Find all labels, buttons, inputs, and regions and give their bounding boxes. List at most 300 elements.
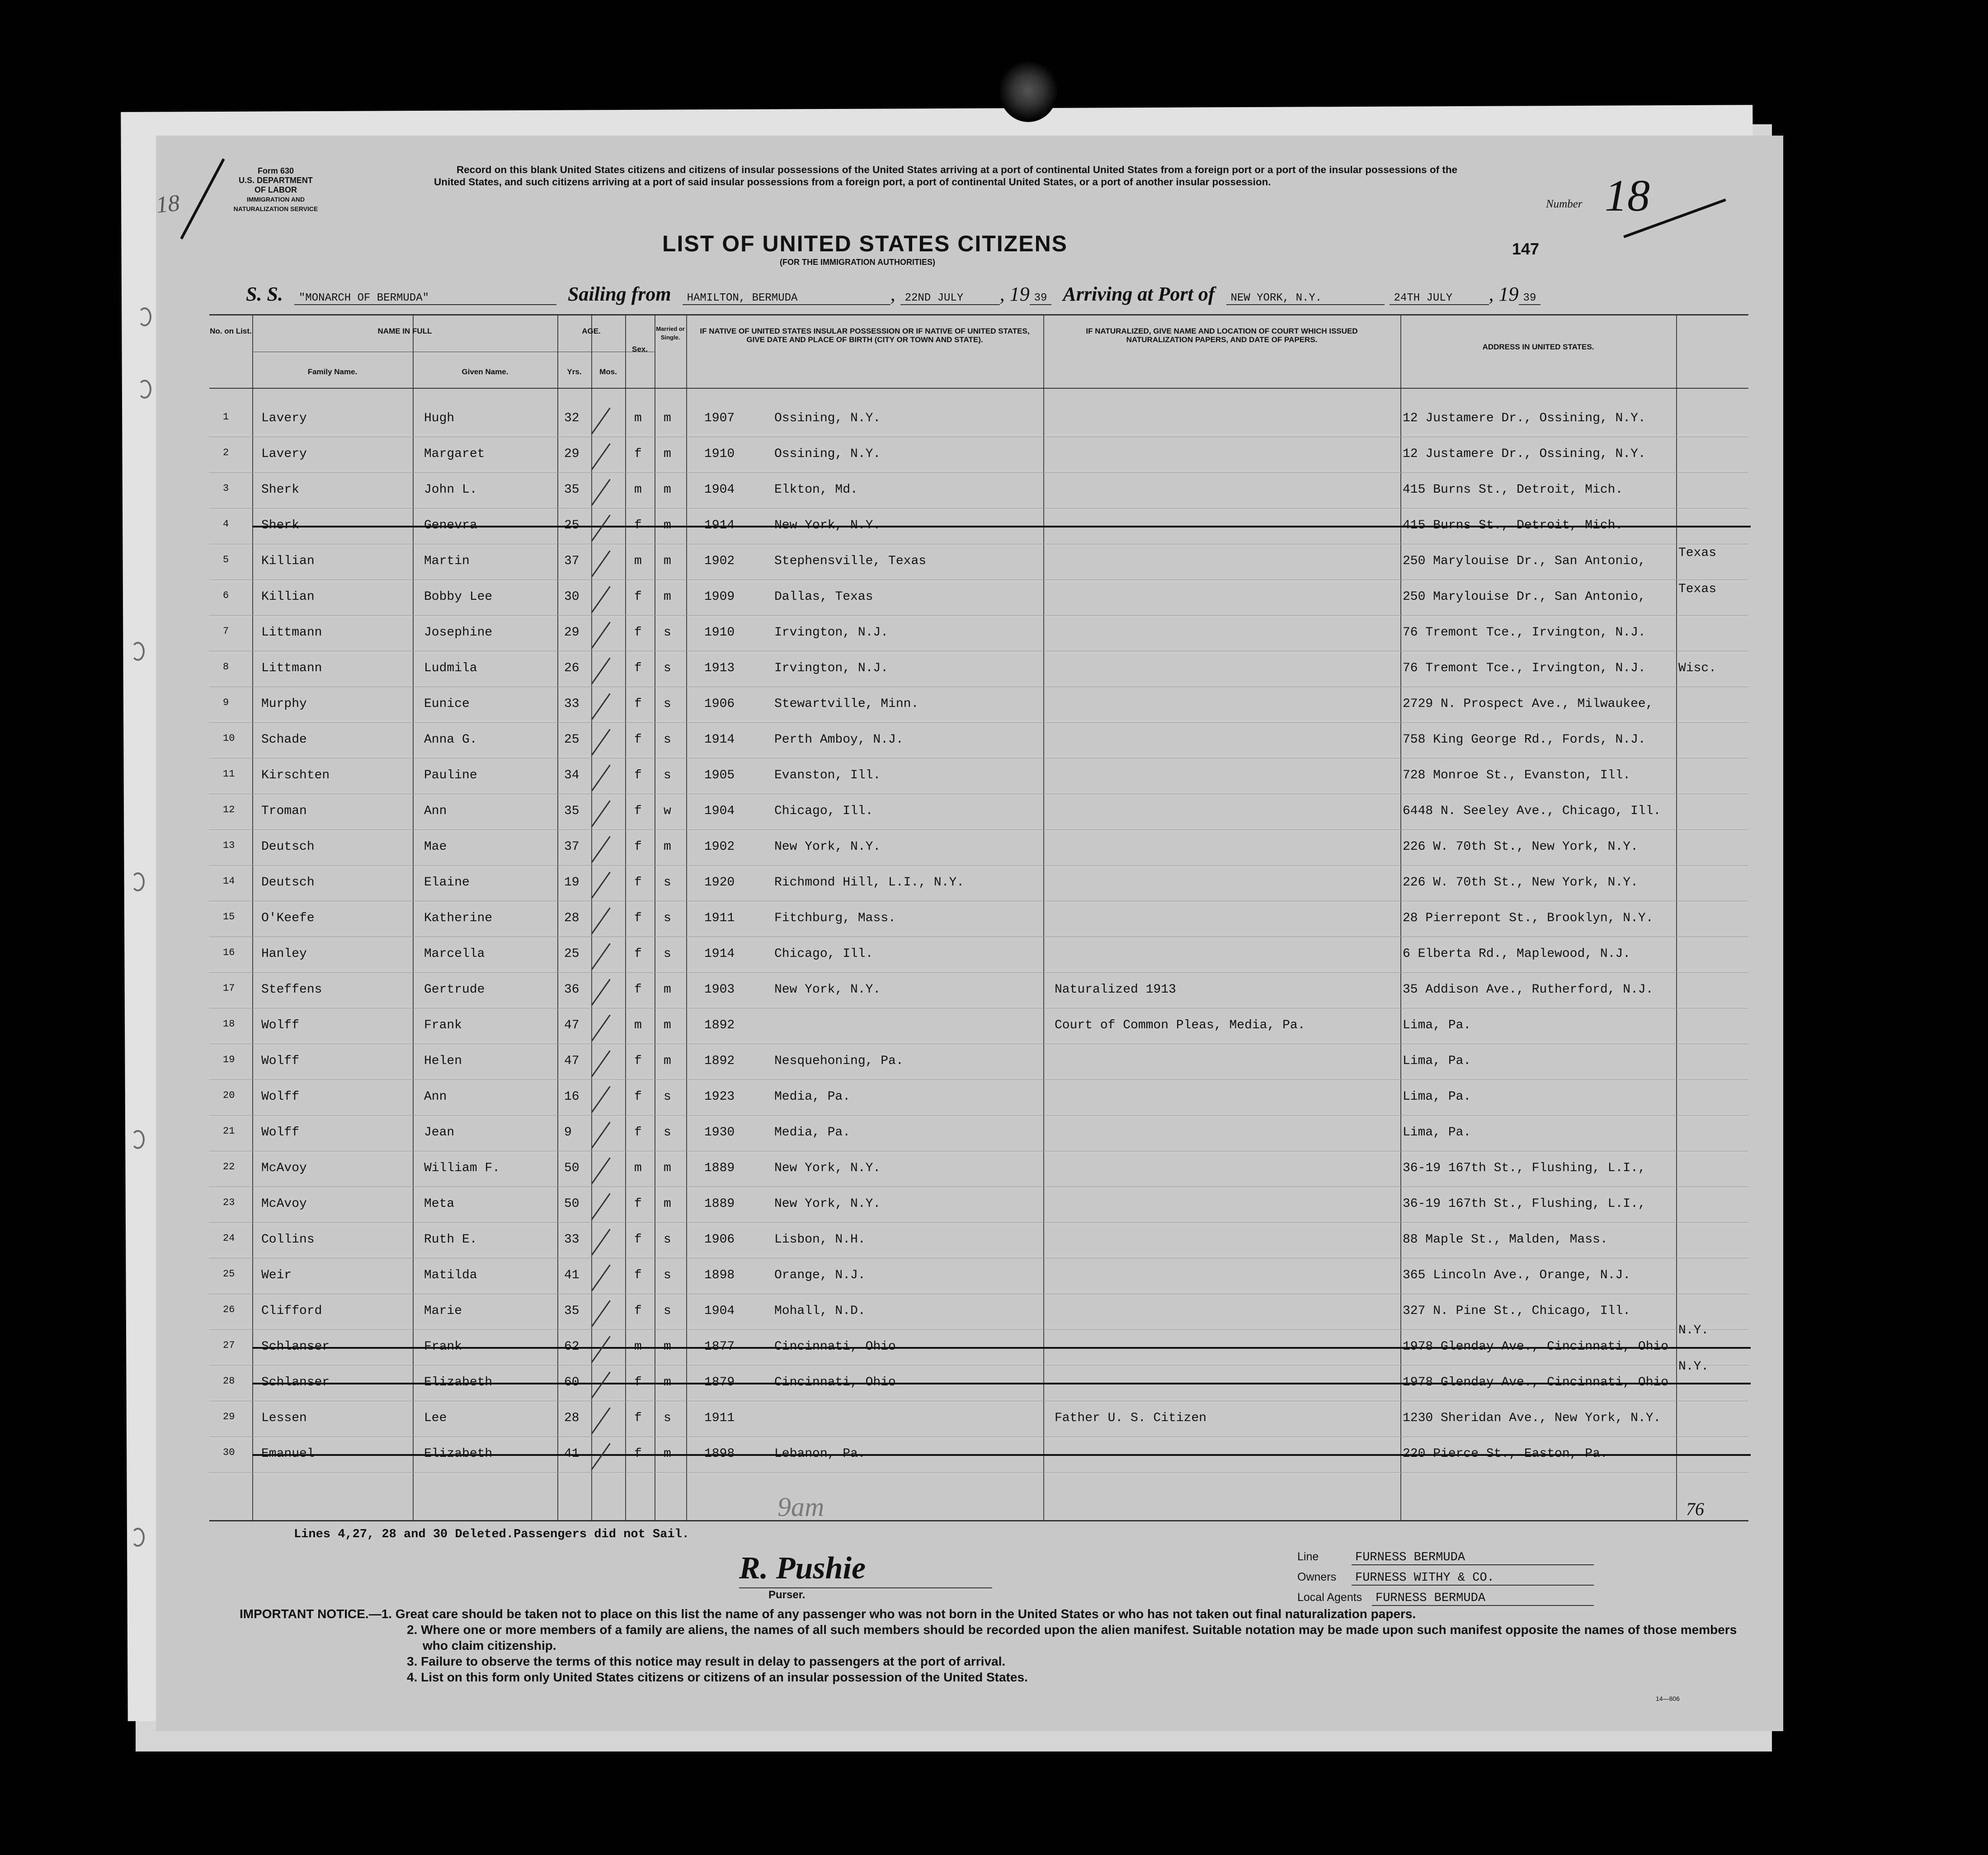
family-name: O'Keefe — [261, 911, 315, 925]
age-years: 9 — [564, 1125, 572, 1139]
marital-status: s — [664, 1411, 671, 1425]
address: 12 Justamere Dr., Ossining, N.Y. — [1403, 447, 1646, 461]
birth-place: Nesquehoning, Pa. — [774, 1054, 904, 1068]
check-tick — [591, 1121, 611, 1148]
header-no: No. on List. — [210, 327, 252, 335]
row-number: 17 — [223, 983, 235, 994]
address: 12 Justamere Dr., Ossining, N.Y. — [1403, 411, 1646, 425]
check-tick — [591, 1300, 611, 1327]
deletion-strikethrough — [252, 1454, 1751, 1456]
table-row — [209, 1044, 1748, 1080]
number-value: 18 — [1605, 170, 1650, 221]
age-years: 37 — [564, 840, 579, 854]
check-tick — [591, 407, 611, 434]
age-years: 33 — [564, 1233, 579, 1247]
margin-note-ny: N.Y. — [1678, 1323, 1709, 1337]
check-tick — [591, 1443, 611, 1469]
table-row — [209, 401, 1748, 437]
family-name: Wolff — [261, 1018, 300, 1032]
given-name: Martin — [424, 554, 470, 568]
line-label: Line — [1297, 1550, 1319, 1563]
family-name: Deutsch — [261, 876, 315, 890]
age-years: 50 — [564, 1197, 579, 1211]
birth-year: 1904 — [704, 804, 735, 818]
address: 1230 Sheridan Ave., New York, N.Y. — [1403, 1411, 1661, 1425]
marital-status: s — [664, 697, 671, 711]
given-name: Lee — [424, 1411, 447, 1425]
marital-status: m — [664, 840, 671, 854]
punch-hole — [131, 872, 145, 891]
marital-status: s — [664, 768, 671, 782]
department: U.S. DEPARTMENT OF LABOR — [239, 176, 313, 194]
sex: f — [634, 804, 642, 818]
row-number: 20 — [223, 1090, 235, 1101]
check-tick — [591, 621, 611, 648]
punch-hole — [131, 1130, 145, 1149]
given-name: Gertrude — [424, 983, 485, 997]
check-tick — [591, 979, 611, 1005]
header-name-in-full: NAME IN FULL — [377, 327, 432, 335]
address: 76 Tremont Tce., Irvington, N.J. — [1403, 626, 1646, 640]
voyage-line: S. S. "MONARCH OF BERMUDA" Sailing from HAMILTON, BERMUDA , 22ND JULY , 19 39 Arriving at Port of NEW YORK, N.Y. 24TH JULY , 19 39 — [240, 282, 1540, 306]
sex: f — [634, 911, 642, 925]
sex: f — [634, 840, 642, 854]
birth-year: 1910 — [704, 626, 735, 640]
given-name: Ann — [424, 804, 447, 818]
page-title: LIST OF UNITED STATES CITIZENS — [662, 231, 1068, 256]
birth-place: Perth Amboy, N.J. — [774, 733, 904, 747]
table-row — [209, 616, 1748, 651]
age-years: 34 — [564, 768, 579, 782]
check-tick — [591, 800, 611, 827]
address: 76 Tremont Tce., Irvington, N.J. — [1403, 661, 1646, 675]
age-years: 35 — [564, 1304, 579, 1318]
birth-year: 1889 — [704, 1197, 735, 1211]
agents-value: FURNESS BERMUDA — [1372, 1591, 1594, 1606]
sex: f — [634, 1197, 642, 1211]
age-years: 30 — [564, 590, 579, 604]
arrival-port: NEW YORK, N.Y. — [1226, 292, 1385, 305]
table-row — [209, 1008, 1748, 1044]
family-name: Murphy — [261, 697, 307, 711]
ink-smudge — [999, 59, 1058, 122]
given-name: Meta — [424, 1197, 455, 1211]
check-tick — [591, 1264, 611, 1291]
birth-place: Elkton, Md. — [774, 483, 858, 497]
given-name: Helen — [424, 1054, 462, 1068]
family-name: Wolff — [261, 1054, 300, 1068]
marital-status: m — [664, 411, 671, 425]
age-years: 29 — [564, 447, 579, 461]
age-years: 32 — [564, 411, 579, 425]
table-row — [209, 1401, 1748, 1437]
birth-year: 1914 — [704, 947, 735, 961]
marital-status: m — [664, 554, 671, 568]
naturalization: Father U. S. Citizen — [1055, 1411, 1207, 1425]
birth-place: Stewartville, Minn. — [774, 697, 919, 711]
sex: f — [634, 447, 642, 461]
page-subtitle: (FOR THE IMMIGRATION AUTHORITIES) — [780, 258, 935, 267]
check-tick — [591, 514, 611, 541]
table-row — [209, 437, 1748, 473]
table-row — [209, 901, 1748, 937]
row-number: 1 — [223, 411, 229, 423]
table-row — [209, 1116, 1748, 1151]
family-name: Sherk — [261, 483, 300, 497]
family-name: Lavery — [261, 411, 307, 425]
table-row — [209, 1437, 1748, 1473]
check-tick — [591, 1407, 611, 1434]
address: Lima, Pa. — [1403, 1018, 1471, 1032]
row-number: 2 — [223, 447, 229, 458]
sex: m — [634, 483, 642, 497]
family-name: Schade — [261, 733, 307, 747]
important-notice — [240, 1606, 1758, 1685]
marital-status: m — [664, 983, 671, 997]
row-number: 10 — [223, 733, 235, 744]
check-tick — [591, 1014, 611, 1041]
family-name: Steffens — [261, 983, 322, 997]
form-instructions: Record on this blank United States citizens and citizens of insular possessions of the United States arriving at a port of continental United States from a foreign port or a port of the insular possessions of the United States, and such citizens arriving at a port of said insular possessions from a foreign port, a port of continental United States, or a port of another insular possession. — [434, 164, 1458, 188]
family-name: Wolff — [261, 1090, 300, 1104]
table-row — [209, 1187, 1748, 1223]
marital-status: m — [664, 1018, 671, 1032]
given-name: Margaret — [424, 447, 485, 461]
family-name: Lessen — [261, 1411, 307, 1425]
given-name: Eunice — [424, 697, 470, 711]
given-name: John L. — [424, 483, 477, 497]
birth-year: 1902 — [704, 840, 735, 854]
address: 226 W. 70th St., New York, N.Y. — [1403, 840, 1638, 854]
table-row — [209, 723, 1748, 758]
marital-status: w — [664, 804, 671, 818]
birth-year: 1892 — [704, 1018, 735, 1032]
ship-name: "MONARCH OF BERMUDA" — [294, 292, 556, 305]
age-years: 50 — [564, 1161, 579, 1175]
form-identifier — [233, 166, 319, 214]
line-info — [1297, 1550, 1594, 1565]
header-age: AGE. — [582, 327, 601, 335]
table-row — [209, 508, 1748, 544]
table-row — [209, 687, 1748, 723]
address: 250 Marylouise Dr., San Antonio, — [1403, 590, 1646, 604]
family-name: Littmann — [261, 661, 322, 675]
sex: f — [634, 1268, 642, 1282]
row-number: 22 — [223, 1161, 235, 1172]
address: 35 Addison Ave., Rutherford, N.J. — [1403, 983, 1654, 997]
sail-date: 22ND JULY — [900, 292, 1000, 305]
age-years: 28 — [564, 1411, 579, 1425]
age-years: 25 — [564, 947, 579, 961]
birth-place: Lisbon, N.H. — [774, 1233, 866, 1247]
age-years: 37 — [564, 554, 579, 568]
row-number: 7 — [223, 626, 229, 637]
notice-item-3: 3. Failure to observe the terms of this notice may result in delay to passengers at the port of arrival. — [407, 1654, 1006, 1668]
page-count: 76 — [1686, 1499, 1704, 1519]
given-name: Jean — [424, 1125, 455, 1139]
row-number: 14 — [223, 876, 235, 887]
age-years: 28 — [564, 911, 579, 925]
given-name: Anna G. — [424, 733, 477, 747]
punch-hole — [138, 307, 151, 326]
sex: f — [634, 733, 642, 747]
sex: m — [634, 554, 642, 568]
header-address: ADDRESS IN UNITED STATES. — [1482, 343, 1594, 351]
address: 327 N. Pine St., Chicago, Ill. — [1403, 1304, 1631, 1318]
birth-place: Evanston, Ill. — [774, 768, 881, 782]
header-birth: IF NATIVE OF UNITED STATES INSULAR POSSESSION OR IF NATIVE OF UNITED STATES, GIVE DATE AND PLACE OF BIRTH (CITY OR TOWN AND STATE). — [700, 327, 1030, 344]
row-number: 29 — [223, 1411, 235, 1422]
marital-status: s — [664, 1233, 671, 1247]
table-row — [209, 1258, 1748, 1294]
address: 365 Lincoln Ave., Orange, N.J. — [1403, 1268, 1631, 1282]
row-number: 21 — [223, 1125, 235, 1137]
address: Lima, Pa. — [1403, 1090, 1471, 1104]
age-years: 16 — [564, 1090, 579, 1104]
given-name: William F. — [424, 1161, 500, 1175]
age-years: 33 — [564, 697, 579, 711]
age-years: 35 — [564, 804, 579, 818]
naturalization: Naturalized 1913 — [1055, 983, 1176, 997]
punch-hole — [131, 1528, 145, 1547]
birth-year: 1906 — [704, 1233, 735, 1247]
owners-value: FURNESS WITHY & CO. — [1352, 1571, 1594, 1586]
birth-place: Fitchburg, Mass. — [774, 911, 896, 925]
sex: f — [634, 661, 642, 675]
table-row — [209, 937, 1748, 973]
address: 758 King George Rd., Fords, N.J. — [1403, 733, 1646, 747]
birth-place: Chicago, Ill. — [774, 947, 873, 961]
row-number: 25 — [223, 1268, 235, 1280]
deleted-lines-note: Lines 4,27, 28 and 30 Deleted.Passengers did not Sail. — [294, 1528, 689, 1541]
check-tick — [591, 550, 611, 577]
marital-status: m — [664, 483, 671, 497]
check-tick — [591, 943, 611, 970]
row-number: 30 — [223, 1447, 235, 1458]
row-number: 12 — [223, 804, 235, 815]
form-number: Form 630 — [257, 166, 294, 175]
check-tick — [591, 586, 611, 612]
sailing-label: Sailing from — [567, 283, 671, 305]
birth-year: 1889 — [704, 1161, 735, 1175]
birth-year: 1911 — [704, 1411, 735, 1425]
sex: f — [634, 876, 642, 890]
stamp-number: 18 — [155, 190, 181, 218]
header-given-name: Given Name. — [462, 367, 509, 376]
marital-status: s — [664, 876, 671, 890]
table-row — [209, 1223, 1748, 1258]
arrive-date: 24TH JULY — [1390, 292, 1489, 305]
notice-item-1: IMPORTANT NOTICE.—1. Great care should be taken not to place on this list the name of any passenger who was not born in the United States or who has not taken out final naturalization papers. — [240, 1607, 1416, 1621]
address: Lima, Pa. — [1403, 1054, 1471, 1068]
sex: f — [634, 947, 642, 961]
check-tick — [591, 1050, 611, 1077]
given-name: Bobby Lee — [424, 590, 493, 604]
family-name: Clifford — [261, 1304, 322, 1318]
arrive-year: 39 — [1519, 292, 1541, 305]
sex: f — [634, 1411, 642, 1425]
family-name: Hanley — [261, 947, 307, 961]
agents-label: Local Agents — [1297, 1591, 1362, 1604]
birth-place: Richmond Hill, L.I., N.Y. — [774, 876, 965, 890]
agents-info — [1297, 1591, 1594, 1606]
row-number: 23 — [223, 1197, 235, 1208]
sex: m — [634, 1161, 642, 1175]
given-name: Mae — [424, 840, 447, 854]
owners-label: Owners — [1297, 1571, 1337, 1583]
deletion-strikethrough — [252, 1347, 1751, 1349]
sex: m — [634, 1018, 642, 1032]
sailing-from: HAMILTON, BERMUDA — [683, 292, 890, 305]
family-name: Weir — [261, 1268, 292, 1282]
row-number: 19 — [223, 1054, 235, 1065]
marital-status: s — [664, 1090, 671, 1104]
birth-year: 1913 — [704, 661, 735, 675]
number-label: Number — [1546, 198, 1583, 210]
age-years: 47 — [564, 1054, 579, 1068]
header-sex: Sex. — [632, 345, 648, 353]
arrive-year-prefix: 19 — [1498, 283, 1519, 305]
table-row — [209, 1151, 1748, 1187]
address: Lima, Pa. — [1403, 1125, 1471, 1139]
marital-status: s — [664, 911, 671, 925]
sex: f — [634, 1125, 642, 1139]
family-name: Troman — [261, 804, 307, 818]
birth-year: 1920 — [704, 876, 735, 890]
check-tick — [591, 729, 611, 755]
sex: f — [634, 1090, 642, 1104]
sex: m — [634, 411, 642, 425]
deletion-strikethrough — [252, 1383, 1751, 1384]
check-tick — [591, 907, 611, 934]
header-mos: Mos. — [599, 367, 617, 376]
birth-place: Media, Pa. — [774, 1090, 851, 1104]
margin-note-wisc: Wisc. — [1678, 661, 1717, 675]
row-number: 24 — [223, 1233, 235, 1244]
row-number: 28 — [223, 1375, 235, 1387]
birth-year: 1911 — [704, 911, 735, 925]
birth-year: 1907 — [704, 411, 735, 425]
sex: f — [634, 697, 642, 711]
birth-year: 1904 — [704, 483, 735, 497]
table-row — [209, 1294, 1748, 1330]
birth-place: Dallas, Texas — [774, 590, 873, 604]
address: 250 Marylouise Dr., San Antonio, — [1403, 554, 1646, 568]
margin-note-ny: N.Y. — [1678, 1360, 1709, 1374]
family-name: McAvoy — [261, 1161, 307, 1175]
given-name: Ludmila — [424, 661, 477, 675]
table-row — [209, 1330, 1748, 1365]
address: 6 Elberta Rd., Maplewood, N.J. — [1403, 947, 1631, 961]
marital-status: s — [664, 626, 671, 640]
birth-place: Mohall, N.D. — [774, 1304, 866, 1318]
row-number: 6 — [223, 590, 229, 601]
family-name: Kirschten — [261, 768, 330, 782]
arriving-label: Arriving at Port of — [1063, 283, 1215, 305]
row-number: 11 — [223, 768, 235, 780]
check-tick — [591, 764, 611, 791]
header-family-name: Family Name. — [307, 367, 358, 376]
table-row — [209, 651, 1748, 687]
table-row — [209, 830, 1748, 866]
check-tick — [591, 657, 611, 684]
family-name: Wolff — [261, 1125, 300, 1139]
row-number: 18 — [223, 1018, 235, 1030]
given-name: Frank — [424, 1018, 462, 1032]
address: 36-19 167th St., Flushing, L.I., — [1403, 1197, 1646, 1211]
header-bottom-rule — [209, 388, 1748, 389]
birth-place: Chicago, Ill. — [774, 804, 873, 818]
pencil-note: 9am — [777, 1492, 824, 1522]
notice-title: IMPORTANT NOTICE. — [240, 1607, 369, 1621]
table-row — [209, 1365, 1748, 1401]
given-name: Pauline — [424, 768, 477, 782]
punch-hole — [131, 642, 145, 661]
birth-place: Ossining, N.Y. — [774, 411, 881, 425]
birth-year: 1902 — [704, 554, 735, 568]
marital-status: s — [664, 1304, 671, 1318]
table-row — [209, 1080, 1748, 1116]
row-rule — [209, 1472, 1748, 1473]
address: 415 Burns St., Detroit, Mich. — [1403, 483, 1623, 497]
check-tick — [591, 1157, 611, 1184]
age-years: 41 — [564, 1268, 579, 1282]
punch-hole — [138, 380, 151, 399]
family-name: Littmann — [261, 626, 322, 640]
birth-year: 1904 — [704, 1304, 735, 1318]
sex: f — [634, 626, 642, 640]
given-name: Katherine — [424, 911, 493, 925]
age-years: 29 — [564, 626, 579, 640]
address: 28 Pierrepont St., Brooklyn, N.Y. — [1403, 911, 1654, 925]
birth-year: 1909 — [704, 590, 735, 604]
birth-place: Orange, N.J. — [774, 1268, 866, 1282]
given-name: Marcella — [424, 947, 485, 961]
address: 2729 N. Prospect Ave., Milwaukee, — [1403, 697, 1654, 711]
print-code: 14—806 — [1656, 1695, 1680, 1702]
birth-place: Ossining, N.Y. — [774, 447, 881, 461]
birth-place: Irvington, N.J. — [774, 626, 889, 640]
family-name: Collins — [261, 1233, 315, 1247]
row-number: 8 — [223, 661, 229, 673]
given-name: Ruth E. — [424, 1233, 477, 1247]
check-tick — [591, 1193, 611, 1219]
header-yrs: Yrs. — [567, 367, 582, 376]
age-years: 25 — [564, 733, 579, 747]
birth-year: 1914 — [704, 733, 735, 747]
check-tick — [591, 443, 611, 470]
owners-info — [1297, 1571, 1594, 1586]
family-name: Deutsch — [261, 840, 315, 854]
list-number: 147 — [1512, 240, 1540, 258]
birth-year: 1898 — [704, 1268, 735, 1282]
marital-status: s — [664, 733, 671, 747]
birth-place: Media, Pa. — [774, 1125, 851, 1139]
signature-line — [739, 1587, 992, 1588]
marital-status: m — [664, 1054, 671, 1068]
family-name: Killian — [261, 590, 315, 604]
given-name: Elaine — [424, 876, 470, 890]
marital-status: s — [664, 1125, 671, 1139]
birth-year: 1905 — [704, 768, 735, 782]
age-years: 47 — [564, 1018, 579, 1032]
birth-year: 1906 — [704, 697, 735, 711]
birth-place: Irvington, N.J. — [774, 661, 889, 675]
line-value: FURNESS BERMUDA — [1352, 1551, 1594, 1565]
sail-year: 39 — [1030, 292, 1052, 305]
check-tick — [591, 1336, 611, 1362]
address: 728 Monroe St., Evanston, Ill. — [1403, 768, 1631, 782]
